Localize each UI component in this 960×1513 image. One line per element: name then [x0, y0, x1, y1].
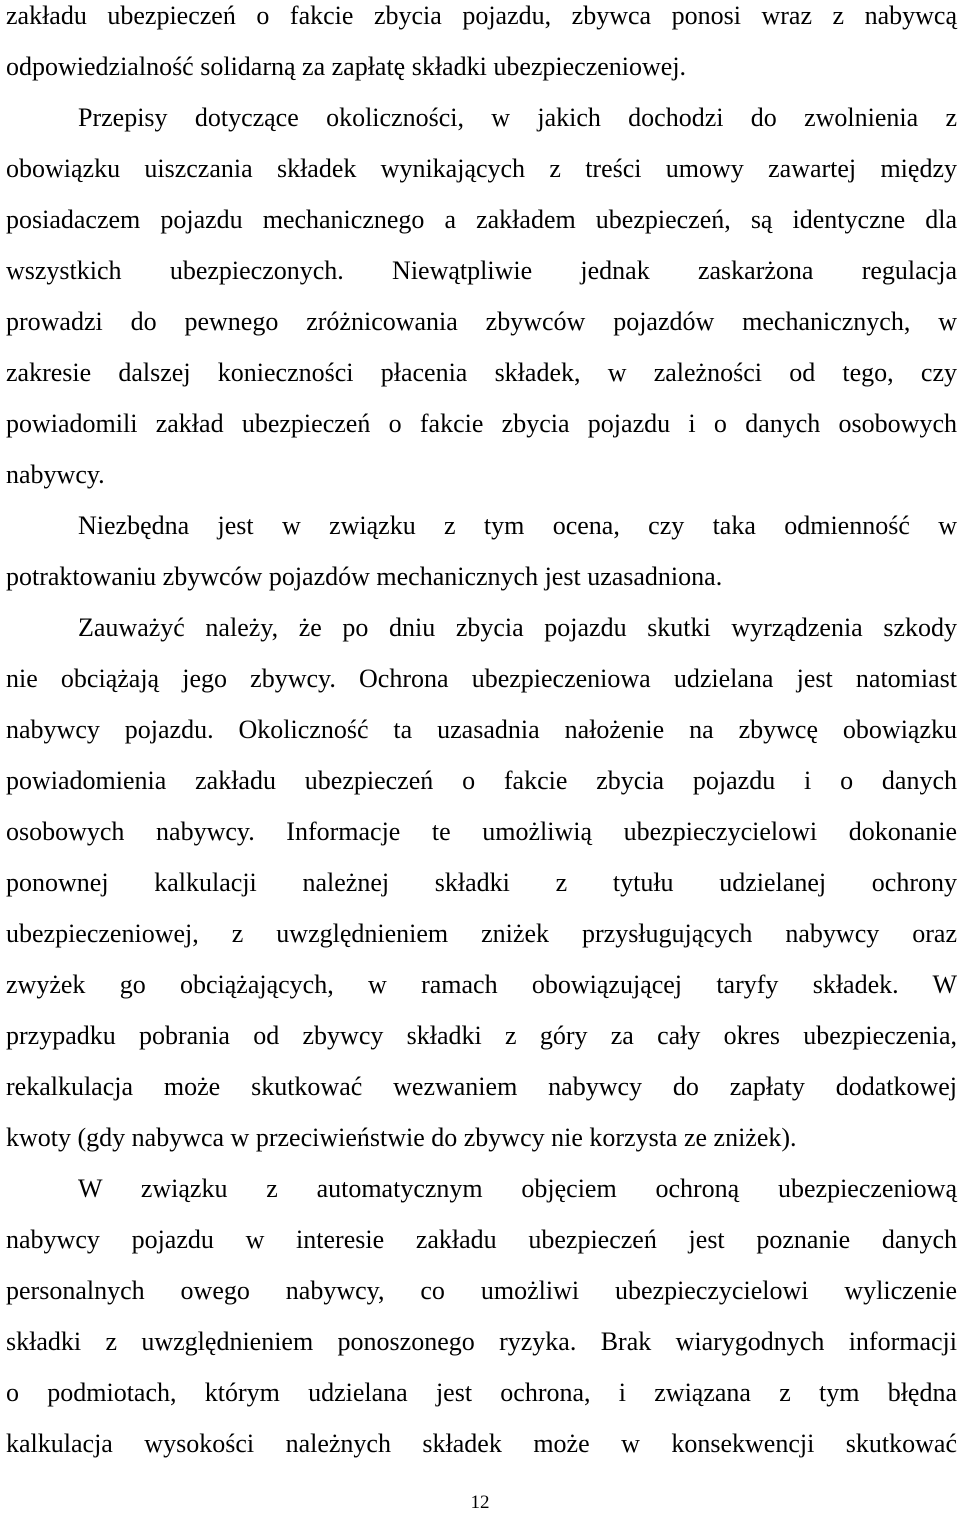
text-line: powiadomienia zakładu ubezpieczeń o fakcie zbycia pojazdu i o danych: [6, 766, 957, 795]
text-line: obowiązku uiszczania składek wynikających z treści umowy zawartej między: [6, 154, 957, 183]
text-line: nie obciążają jego zbywcy. Ochrona ubezpieczeniowa udzielana jest natomiast: [6, 664, 957, 693]
text-line: ubezpieczeniowej, z uwzględnieniem zniżek przysługujących nabywcy oraz: [6, 919, 957, 948]
text-line: nabywcy.: [6, 460, 105, 489]
text-line: przypadku pobrania od zbywcy składki z góry za cały okres ubezpieczenia,: [6, 1021, 957, 1050]
text-line: kalkulacja wysokości należnych składek może w konsekwencji skutkować: [6, 1429, 957, 1458]
text-line: o podmiotach, którym udzielana jest ochrona, i związana z tym błędna: [6, 1378, 957, 1407]
page-number: 12: [470, 1492, 490, 1513]
text-line: Zauważyć należy, że po dniu zbycia pojazdu skutki wyrządzenia szkody: [78, 613, 957, 642]
text-line: rekalkulacja może skutkować wezwaniem nabywcy do zapłaty dodatkowej: [6, 1072, 957, 1101]
text-line: nabywcy pojazdu w interesie zakładu ubezpieczeń jest poznanie danych: [6, 1225, 957, 1254]
text-line: zwyżek go obciążających, w ramach obowiązującej taryfy składek. W: [6, 970, 957, 999]
text-line: składki z uwzględnieniem ponoszonego ryzyka. Brak wiarygodnych informacji: [6, 1327, 957, 1356]
text-line: Niezbędna jest w związku z tym ocena, czy taka odmienność w: [78, 511, 957, 540]
text-line: zakresie dalszej konieczności płacenia składek, w zależności od tego, czy: [6, 358, 957, 387]
text-line: prowadzi do pewnego zróżnicowania zbywców pojazdów mechanicznych, w: [6, 307, 957, 336]
text-line: posiadaczem pojazdu mechanicznego a zakładem ubezpieczeń, są identyczne dla: [6, 205, 957, 234]
text-line: personalnych owego nabywcy, co umożliwi ubezpieczycielowi wyliczenie: [6, 1276, 957, 1305]
text-line: potraktowaniu zbywców pojazdów mechanicznych jest uzasadniona.: [6, 562, 723, 591]
text-line: wszystkich ubezpieczonych. Niewątpliwie jednak zaskarżona regulacja: [6, 256, 957, 285]
text-line: kwoty (gdy nabywca w przeciwieństwie do zbywcy nie korzysta ze zniżek).: [6, 1123, 797, 1152]
text-line: W związku z automatycznym objęciem ochroną ubezpieczeniową: [78, 1174, 957, 1203]
text-line: ponownej kalkulacji należnej składki z tytułu udzielanej ochrony: [6, 868, 957, 897]
text-line: nabywcy pojazdu. Okoliczność ta uzasadnia nałożenie na zbywcę obowiązku: [6, 715, 957, 744]
text-line: zakładu ubezpieczeń o fakcie zbycia pojazdu, zbywca ponosi wraz z nabywcą: [6, 1, 957, 30]
text-line: Przepisy dotyczące okoliczności, w jakich dochodzi do zwolnienia z: [78, 103, 957, 132]
text-line: odpowiedzialność solidarną za zapłatę składki ubezpieczeniowej.: [6, 52, 687, 81]
text-line: powiadomili zakład ubezpieczeń o fakcie zbycia pojazdu i o danych osobowych: [6, 409, 957, 438]
text-line: osobowych nabywcy. Informacje te umożliwią ubezpieczycielowi dokonanie: [6, 817, 957, 846]
